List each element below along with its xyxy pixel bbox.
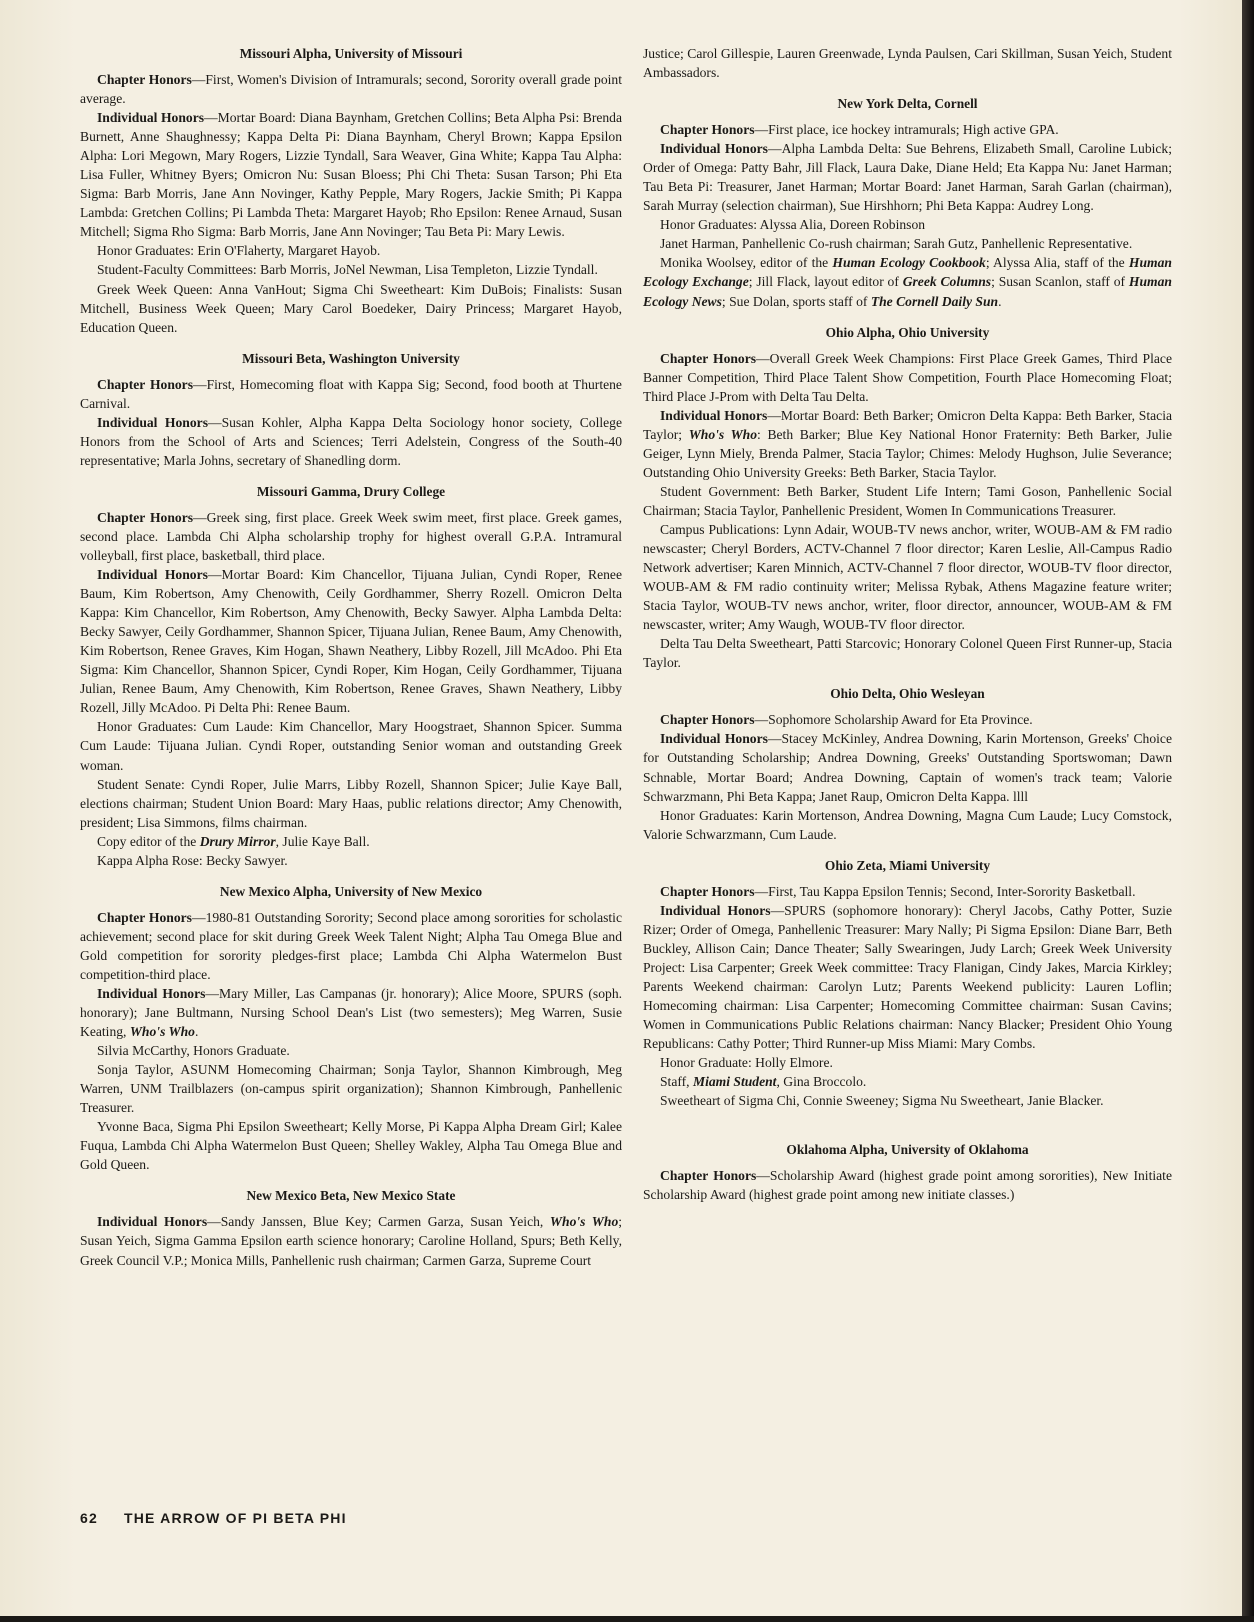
paragraph-label: Chapter Honors (660, 122, 755, 138)
paragraph (643, 901, 1172, 1053)
paragraph-text: —Mortar Board: Kim Chancellor, Tijuana Julian, Cyndi Roper, Renee Baum, Kim Robertson, Amy Chenowith, Ceily Gordhammer, Sherry Rozell. Omicron Delta Kappa: Kim Chancellor, Kim Robertson, Amy Chenowith, Becky Sawyer. Alpha Lambda Delta: Becky Sawyer, Ceily Gordhammer, Shannon Spicer, Tijuana Julian, Renee Baum, Amy Chenowith, Kim Robertson, Renee Graves, Kim Hogan, Shawn Neathery, Libby Rozell, Jill McAdoo. Phi Eta Sigma: Kim Chancellor, Shannon Spicer, Cyndi Roper, Kim Hogan, Ceily Gordhammer, Tijuana Julian, Renee Baum, Amy Chenowith, Kim Robertson, Renee Graves, Shawn Neathery, Libby Rozell, Jilly McAdoo. Pi Delta Phi: Renee Baum. (80, 567, 623, 716)
paragraph-text: ; Susan Yeich, Sigma Gamma Epsilon earth science honorary; Caroline Holland, Spurs; Beth Kelly, Greek Council V.P.; Monica Mills, Panhellenic rush chairman; Carmen Garza, Supreme Court (80, 1214, 623, 1268)
paragraph: Campus Publications: Lynn Adair, WOUB-TV news anchor, writer, WOUB-AM & FM radio newscaster; Cheryl Borders, ACTV-Channel 7 floor director; Karen Leslie, All-Campus Radio Network advertiser; Karen Minnich, ACTV-Channel 7 floor director, WOUB-TV floor director, WOUB-AM & FM radio continuity writer; Melissa Rybak, Athens Magazine feature writer; Stacia Taylor, WOUB-TV news anchor, writer, floor director, announcer, WOUB-AM & FM newscaster, writer; Amy Waugh, WOUB-TV floor director. (643, 521, 1172, 633)
paragraph: Justice; Carol Gillespie, Lauren Greenwade, Lynda Paulsen, Cari Skillman, Susan Yeich, Student Ambassadors. (643, 46, 1172, 81)
section-heading: Ohio Alpha, Ohio University (825, 324, 990, 340)
paragraph-text: —First place, ice hockey intramurals; High active GPA. (754, 122, 1059, 138)
paragraph (643, 1166, 1172, 1204)
paragraph-text: —Susan Kohler, Alpha Kappa Delta Sociology honor society, College Honors from the School of Arts and Sciences; Terri Adelstein, Congress of the South-40 representative; Marla Johns, secretary of Shanedling dorm. (80, 414, 622, 468)
paragraph-label: Chapter Honors (660, 1168, 757, 1184)
paragraph-label: Individual Honors (97, 110, 205, 126)
paragraph-text: —Sophomore Scholarship Award for Eta Province. (754, 712, 1033, 728)
publication-title: Human Ecology News (643, 274, 1172, 309)
paragraph-text: —SPURS (sophomore honorary): Cheryl Jacobs, Cathy Potter, Suzie Rizer; Order of Omega, Panhellenic Treasurer: Mary Nally; Pi Sigma Epsilon: Diane Barr, Beth Buckley, Allison Cain; Dance Theater; Sally Swearingen, Judy Larch; Greek Week University Project: Lisa Carpenter; Greek Week committee: Tracy Flanigan, Cindy Jakes, Marcia Kirkley; Parents Weekend chairman: Carolyn Lutz; Parents Weekend publicity: Lauren Loflin; Homecoming chairman: Lisa Carpenter; Homecoming Committee chairman: Susan Cavins; Women in Communications Public Relations chairman: Nancy Blacker; President Ohio Young Republicans: Cathy Potter; Third Runner-up Miss Miami: Mary Combs. (643, 902, 1172, 1052)
paragraph-text: . (194, 1024, 199, 1040)
paragraph: Silvia McCarthy, Honors Graduate. (97, 1043, 290, 1059)
paragraph-text: . (998, 293, 1002, 309)
paragraph (80, 984, 622, 1041)
paragraph-text: ; Susan Scanlon, staff of (991, 274, 1129, 290)
paragraph-text: ; Alyssa Alia, staff of the (985, 255, 1129, 271)
paragraph (80, 413, 622, 470)
paragraph (643, 139, 1172, 215)
paragraph-label: Individual Honors (97, 567, 208, 583)
paragraph-text: —Mary Miller, Las Campanas (jr. honorary); Alice Moore, SPURS (soph. honorary); Jane Bultmann, Nursing School Dean's List (two semesters); Meg Warren, Susie Keating, (80, 985, 623, 1040)
paragraph-text: —First, Tau Kappa Epsilon Tennis; Second, Inter-Sorority Basketball. (754, 883, 1136, 899)
paragraph (643, 120, 1172, 139)
paragraph-label: Individual Honors (660, 902, 771, 918)
paragraph: Delta Tau Delta Sweetheart, Patti Starcovic; Honorary Colonel Queen First Runner-up, Stacia Taylor. (643, 636, 1172, 671)
paragraph: Honor Graduates: Cum Laude: Kim Chancellor, Mary Hoogstraet, Shannon Spicer. Summa Cum Laude: Tijuana Julian. Cyndi Roper, outstanding Senior woman and outstanding Greek woman. (80, 719, 622, 773)
paragraph: Honor Graduate: Holly Elmore. (660, 1055, 833, 1071)
paragraph-text: ; Jill Flack, layout editor of (748, 274, 903, 290)
paragraph-text: , Julie Kaye Ball. (275, 833, 370, 849)
paragraph (80, 908, 622, 984)
paragraph: Yvonne Baca, Sigma Phi Epsilon Sweetheart; Kelly Morse, Pi Kappa Alpha Dream Girl; Kalee Fuqua, Lambda Chi Alpha Watermelon Bust Queen; Shelley Wakley, Alpha Tau Omega Blue and Gold Queen. (80, 1119, 622, 1173)
paragraph-text: —1980-81 Outstanding Sorority; Second place among sororities for scholastic achievement; second place for skit during Greek Week Talent Night; Alpha Tau Omega Blue and Gold competition for sorority pledges-first place; Lambda Chi Alpha Watermelon Bust competition-third place. (80, 909, 622, 982)
paragraph-text: —Alpha Lambda Delta: Sue Behrens, Elizabeth Small, Caroline Lubick; Order of Omega: Patty Bahr, Jill Flack, Laura Dake, Diane Held; Eta Kappa Nu: Janet Harman; Tau Beta Pi: Treasurer, Janet Harman; Mortar Board: Janet Harman, Sarah Garlan (chairman), Sarah Murray (selection chairman), Sue Hirshhorn; Phi Beta Kappa: Audrey Long. (643, 141, 1172, 214)
paragraph-label: Individual Honors (660, 407, 768, 423)
paragraph (643, 882, 1172, 901)
paragraph-text: : Beth Barker; Blue Key National Honor Fraternity: Beth Barker, Julie Geiger, Lynn Miely, Brenda Palmer, Stacia Taylor; Chimes: Melody Hughson, Julie Severance; Outstanding Ohio University Greeks: Beth Barker, Stacia Taylor. (643, 426, 1172, 480)
paragraph-text: —Greek sing, first place. Greek Week swim meet, first place. Greek games, second place. Lambda Chi Alpha scholarship trophy for highest overall G.P.A. Intramural volleyball, first place, basketball, third place. (80, 509, 622, 563)
left-column (80, 44, 622, 1270)
paragraph-label: Individual Honors (97, 414, 208, 430)
publication-title: Drury Mirror (199, 833, 276, 849)
paragraph (80, 375, 622, 413)
section-heading: Missouri Alpha, University of Missouri (239, 46, 463, 61)
page-bottom-edge (0, 1616, 1254, 1622)
paragraph-label: Chapter Honors (660, 712, 755, 728)
paragraph: Honor Graduates: Karin Mortenson, Andrea Downing, Magna Cum Laude; Lucy Comstock, Valorie Schwarzmann, Cum Laude. (643, 807, 1172, 842)
paragraph: Janet Harman, Panhellenic Co-rush chairman; Sarah Gutz, Panhellenic Representative. (660, 236, 1133, 252)
section-heading: Missouri Beta, Washington University (242, 350, 460, 366)
paragraph: Student-Faculty Committees: Barb Morris, JoNel Newman, Lisa Templeton, Lizzie Tyndall. (97, 262, 598, 278)
paragraph-text: Monika Woolsey, editor of the (660, 255, 833, 271)
paragraph (80, 508, 622, 565)
paragraph: Greek Week Queen: Anna VanHout; Sigma Chi Sweetheart: Kim DuBois; Finalists: Susan Mitchell, Business Week Queen; Mary Carol Boedeker, Dairy Princess; Margaret Hayob, Education Queen. (80, 281, 622, 335)
paragraph (80, 565, 622, 717)
paragraph-label: Chapter Honors (97, 909, 192, 925)
section-heading: Oklahoma Alpha, University of Oklahoma (786, 1142, 1029, 1158)
paragraph-text: —Overall Greek Week Champions: First Place Greek Games, Third Place Banner Competition, Third Place Talent Show Competition, Fourth Place Homecoming Float; Third Place J-Prom with Delta Tau Delta. (643, 350, 1172, 404)
paragraph: Student Senate: Cyndi Roper, Julie Marrs, Libby Rozell, Shannon Spicer; Julie Kaye Ball, elections chairman; Student Union Board: Mary Haas, public relations director; Amy Chenowith, president; Lisa Simmons, films chairman. (80, 776, 622, 830)
paragraph-text: —Mortar Board: Beth Barker; Omicron Delta Kappa: Beth Barker, Stacia Taylor; (643, 407, 1173, 442)
paragraph (643, 253, 1172, 310)
publication-title: Human Ecology Exchange (643, 255, 1172, 290)
publication-title: Who's Who (129, 1024, 195, 1040)
paragraph (80, 108, 622, 241)
paragraph (643, 710, 1172, 729)
publication-name: THE ARROW OF PI BETA PHI (123, 1510, 347, 1526)
section-heading: Ohio Zeta, Miami University (824, 857, 991, 873)
paragraph: Sweetheart of Sigma Chi, Connie Sweeney; Sigma Nu Sweetheart, Janie Blacker. (660, 1093, 1104, 1109)
paragraph (80, 70, 622, 108)
publication-title: Greek Columns (902, 274, 992, 290)
paragraph: Sonja Taylor, ASUNM Homecoming Chairman; Sonja Taylor, Shannon Kimbrough, Meg Warren, UNM Trailblazers (on-campus spirit organization); Shannon Kimbrough, Panhellenic Treasurer. (80, 1062, 622, 1116)
paragraph-label: Chapter Honors (97, 72, 192, 87)
paragraph-text: —Sandy Janssen, Blue Key; Carmen Garza, Susan Yeich, (207, 1214, 550, 1230)
right-column (643, 44, 1172, 1204)
paragraph: Kappa Alpha Rose: Becky Sawyer. (97, 852, 288, 868)
publication-title: Who's Who (688, 426, 758, 442)
paragraph (80, 832, 622, 851)
paragraph (80, 1212, 622, 1269)
paragraph-label: Individual Honors (660, 141, 768, 157)
paragraph-label: Chapter Honors (660, 350, 757, 366)
publication-title: The Cornell Daily Sun (870, 293, 999, 309)
paragraph-text: Copy editor of the (97, 833, 200, 849)
paragraph-text: , Gina Broccolo. (776, 1074, 867, 1090)
paragraph (643, 1072, 1172, 1091)
publication-title: Human Ecology Cookbook (832, 255, 986, 271)
paragraph-text: —Mortar Board: Diana Baynham, Gretchen Collins; Beta Alpha Psi: Brenda Burnett, Anne Shaughnessy; Kappa Delta Pi: Diana Baynham, Cheryl Brown; Kappa Epsilon Alpha: Lori Megown, Mary Rogers, Lizzie Tyndall, Sara Weaver, Gina White; Kappa Tau Alpha: Lisa Fuller, Whitney Byers; Omicron Nu: Susan Bloess; Phi Chi Theta: Susan Tarson; Phi Eta Sigma: Barb Morris, Jane Ann Novinger, Kathy Pepple, Mary Rogers, Jackie Smith; Pi Kappa Lambda: Gretchen Collins; Pi Lambda Theta: Margaret Hayob; Rho Epsilon: Renee Arnaud, Susan Mitchell; Sigma Rho Sigma: Barb Morris, Jane Ann Novinger; Tau Beta Pi: Mary Lewis. (80, 110, 623, 240)
paragraph-label: Individual Honors (660, 731, 768, 747)
paragraph: Honor Graduates: Erin O'Flaherty, Margaret Hayob. (97, 243, 381, 259)
section-heading: New Mexico Alpha, University of New Mexico (219, 883, 483, 899)
page-footer (80, 1510, 347, 1526)
paragraph-label: Chapter Honors (97, 509, 194, 525)
publication-title: Miami Student (692, 1074, 777, 1090)
publication-title: Who's Who (549, 1214, 619, 1230)
section-heading: Ohio Delta, Ohio Wesleyan (830, 686, 985, 702)
paragraph: Student Government: Beth Barker, Student Life Intern; Tami Goson, Panhellenic Social Chairman; Stacia Taylor, Panhellenic President, Women In Communications Treasurer. (643, 483, 1172, 518)
paragraph (643, 406, 1172, 482)
paragraph-text: Staff, (660, 1074, 693, 1090)
section-heading: Missouri Gamma, Drury College (256, 483, 446, 499)
paragraph (643, 729, 1172, 805)
paragraph-text: —Scholarship Award (highest grade point among sororities), New Initiate Scholarship Award (highest grade point among new initiate classes.) (643, 1168, 1172, 1203)
paragraph-label: Chapter Honors (97, 376, 193, 392)
section-heading: New Mexico Beta, New Mexico State (246, 1188, 456, 1204)
paragraph-text: —First, Homecoming float with Kappa Sig; Second, food booth at Thurtene Carnival. (80, 376, 622, 411)
section-heading: New York Delta, Cornell (837, 96, 978, 112)
paragraph: Honor Graduates: Alyssa Alia, Doreen Robinson (660, 217, 926, 233)
paragraph-label: Individual Honors (97, 1214, 208, 1230)
page-number: 62 (80, 1510, 98, 1526)
paragraph-text: —Stacey McKinley, Andrea Downing, Karin Mortenson, Greeks' Choice for Outstanding Scholarship; Andrea Downing, Greeks' Outstanding Sportswoman; Dawn Schnable, Mortar Board; Andrea Downing, Captain of women's track team; Valorie Schwarzmann, Phi Beta Kappa; Janet Raup, Omicron Delta Kappa. llll (643, 731, 1172, 804)
paragraph (643, 349, 1172, 406)
paragraph-text: ; Sue Dolan, sports staff of (721, 293, 871, 309)
page-binding-edge (1242, 0, 1254, 1622)
paragraph-text: —First, Women's Division of Intramurals; second, Sorority overall grade point average. (80, 72, 622, 107)
paragraph-label: Individual Honors (97, 985, 206, 1001)
paragraph-label: Chapter Honors (660, 883, 755, 899)
